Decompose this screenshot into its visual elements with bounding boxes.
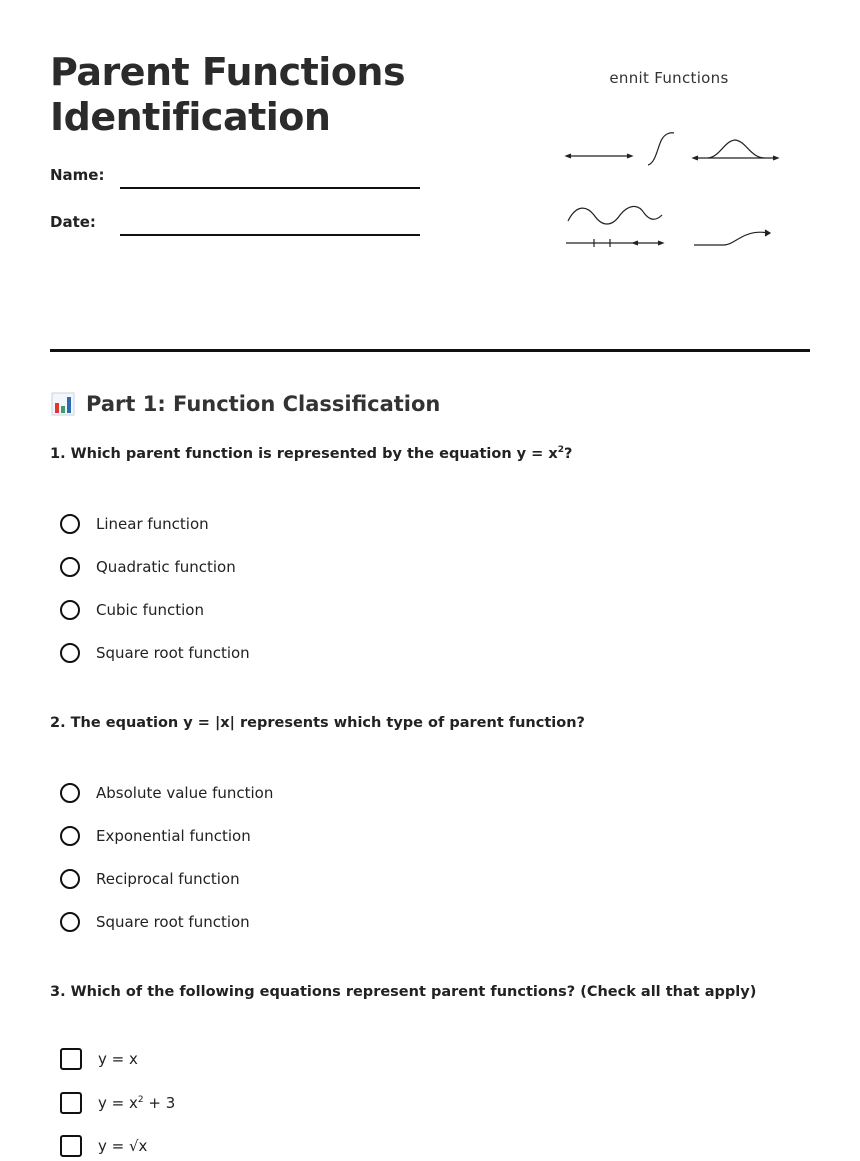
option-label: Quadratic function — [96, 558, 236, 576]
checkbox[interactable] — [60, 1092, 82, 1114]
question-1-text: 1. Which parent function is represented by the equation y = x — [50, 446, 558, 462]
number-line-sketch-icon — [566, 239, 663, 247]
cubic-sketch-icon — [648, 133, 674, 165]
bar-chart-icon — [50, 391, 76, 417]
name-field[interactable] — [120, 187, 420, 189]
q1-option-4[interactable] — [60, 641, 250, 665]
name-label: Name: — [50, 166, 105, 184]
preview-caption: ennit Functions — [609, 69, 729, 87]
option-label: Reciprocal function — [96, 870, 240, 888]
q3-option-1[interactable] — [60, 1047, 138, 1071]
bell-curve-sketch-icon — [693, 140, 778, 160]
title-line-2: Identification — [50, 95, 331, 139]
option-label: Absolute value function — [96, 784, 274, 802]
section-divider — [50, 349, 810, 352]
date-label: Date: — [50, 213, 96, 231]
date-field[interactable] — [120, 234, 420, 236]
q2-option-1[interactable] — [60, 781, 273, 805]
q2-option-4[interactable] — [60, 910, 250, 934]
section-heading — [50, 389, 440, 419]
option-label: Square root function — [96, 913, 250, 931]
q1-option-1[interactable] — [60, 512, 209, 536]
function-graphs-image — [538, 55, 800, 280]
option-label — [98, 1094, 175, 1112]
option-label: y = x — [98, 1050, 138, 1068]
q2-option-3[interactable] — [60, 867, 240, 891]
radio-button[interactable] — [60, 600, 80, 620]
question-1-exponent: 2 — [557, 445, 564, 456]
worksheet-title — [50, 50, 405, 140]
question-1-suffix: ? — [564, 446, 573, 462]
question-3: 3. Which of the following equations represent parent functions? (Check all that apply) — [50, 984, 757, 1000]
title-line-1: Parent Functions — [50, 50, 406, 94]
option-suffix: + 3 — [143, 1094, 176, 1112]
q3-option-2[interactable] — [60, 1091, 175, 1115]
checkbox[interactable] — [60, 1135, 82, 1157]
option-exponent: 2 — [137, 1095, 144, 1105]
radio-button[interactable] — [60, 826, 80, 846]
q3-option-3[interactable] — [60, 1134, 147, 1158]
question-2: 2. The equation y = |x| represents which type of parent function? — [50, 715, 585, 731]
q1-option-3[interactable] — [60, 598, 204, 622]
option-label: Exponential function — [96, 827, 251, 845]
q1-option-2[interactable] — [60, 555, 236, 579]
checkbox[interactable] — [60, 1048, 82, 1070]
option-text: y = x — [98, 1094, 138, 1112]
radio-button[interactable] — [60, 869, 80, 889]
radio-button[interactable] — [60, 557, 80, 577]
section-title: Part 1: Function Classification — [86, 392, 441, 416]
growth-curve-sketch-icon — [694, 230, 770, 245]
option-label: Linear function — [96, 515, 209, 533]
q2-option-2[interactable] — [60, 824, 251, 848]
linear-sketch-icon — [566, 154, 632, 158]
question-1 — [50, 446, 572, 462]
radio-button[interactable] — [60, 514, 80, 534]
sine-wave-sketch-icon — [568, 206, 662, 224]
option-label: y = √x — [98, 1137, 148, 1155]
radio-button[interactable] — [60, 912, 80, 932]
option-label: Square root function — [96, 644, 250, 662]
option-label: Cubic function — [96, 601, 204, 619]
radio-button[interactable] — [60, 783, 80, 803]
radio-button[interactable] — [60, 643, 80, 663]
function-sketches — [538, 55, 800, 280]
